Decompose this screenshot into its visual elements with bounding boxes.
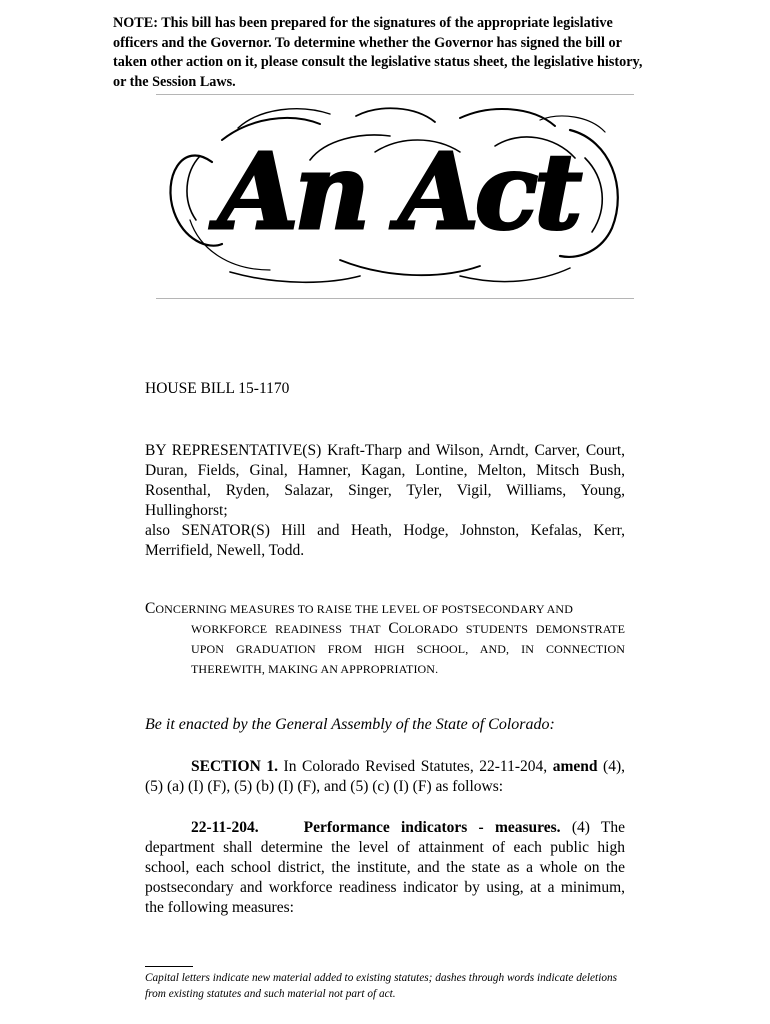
title-line-2-capital: C — [388, 620, 399, 637]
representatives-list: BY REPRESENTATIVE(S) Kraft-Tharp and Wilson, Arndt, Carver, Court, Duran, Fields, Ginal, Hamner, Kagan, Lontine, Melton, Mitsch Bush, Rosenthal, Ryden, Salazar, Singer, Tyler, Vigil, Williams, Young, Hullinghorst; — [145, 442, 625, 519]
title-line-4: THEREWITH, MAKING AN APPROPRIATION. — [191, 662, 439, 676]
bill-title — [145, 599, 625, 679]
title-first-letter: C — [145, 600, 156, 617]
section-1-amend: amend — [552, 758, 598, 775]
section-1 — [145, 757, 625, 797]
footnote-divider — [145, 966, 193, 967]
banner-bottom-divider — [156, 298, 634, 299]
sponsors-block — [145, 441, 625, 561]
footnote: Capital letters indicate new material added to existing statutes; dashes through words indicate deletions from existing statutes and such material not part of act. — [145, 972, 618, 1000]
statute-section — [145, 818, 625, 918]
section-1-text-a: In Colorado Revised Statutes, 22-11-204, — [277, 758, 553, 775]
an-act-blackletter-banner — [160, 100, 630, 290]
statute-number: 22-11-204. — [191, 819, 259, 836]
svg-text:An Act: An Act — [217, 130, 579, 253]
section-1-heading: SECTION 1. — [191, 758, 278, 775]
title-line-2a: WORKFORCE READINESS THAT — [191, 622, 389, 636]
statute-heading: Performance indicators - measures. — [303, 819, 561, 836]
statute-text: (4) The department shall determine the level of attainment of each public high school, each school district, the institute, and the state as a whole on the postsecondary and workforce readiness indicator by using, at a minimum, the following measures: — [145, 819, 625, 916]
section-1-text-b: (4), (5) (a) (I) (F), (5) (b) (I) (F), and (5) (c) (I) (F) as follows: — [145, 758, 625, 795]
title-continuation — [145, 619, 625, 679]
enacting-clause: Be it enacted by the General Assembly of the State of Colorado: — [145, 716, 555, 733]
bill-number: HOUSE BILL 15-1170 — [145, 380, 290, 397]
title-line-1: ONCERNING MEASURES TO RAISE THE LEVEL OF POSTSECONDARY AND — [155, 602, 573, 616]
banner-top-divider — [156, 94, 634, 95]
title-line-3: UPON GRADUATION FROM HIGH SCHOOL, AND, IN CONNECTION — [191, 642, 625, 656]
title-line-2b: OLORADO STUDENTS DEMONSTRATE — [398, 622, 625, 636]
legislative-note: NOTE: This bill has been prepared for the signatures of the appropriate legislative officers and the Governor. To determine whether the Governor has signed the bill or taken other action on it, please consult the legislative status sheet, the legislative history, or the Session Laws. — [113, 15, 643, 90]
senators-list: also SENATOR(S) Hill and Heath, Hodge, Johnston, Kefalas, Kerr, Merrifield, Newell, Todd. — [145, 522, 625, 559]
